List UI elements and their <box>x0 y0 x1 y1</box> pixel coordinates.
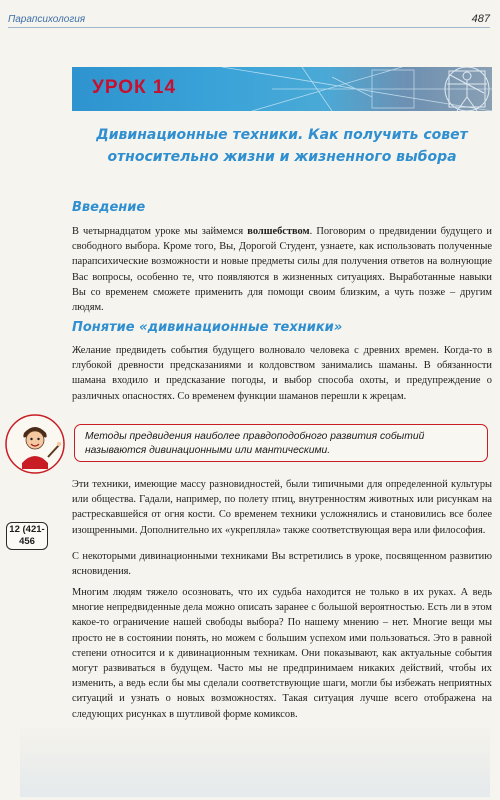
intro-text-start: В четырнадцатом уроке мы займемся <box>72 226 248 237</box>
intro-heading: Введение <box>72 200 146 215</box>
intro-paragraph <box>72 224 492 315</box>
lesson-banner <box>72 67 492 111</box>
running-head-title: Парапсихология <box>8 14 86 25</box>
bleed-through-area <box>20 727 490 797</box>
lesson-title-line-1: Дивинационные техники. Как получить совет <box>96 127 468 143</box>
met-paragraph: С некоторыми дивинационными техниками Вы встретились в уроке, посвященном развитию ясновидения. <box>72 551 492 578</box>
intro-bold-term: волшебством <box>247 226 310 237</box>
definition-callout: Методы предвидения наиболее правдоподобного развития событий называются дивинационными или мантическими. <box>74 424 488 462</box>
concept-paragraph: Желание предвидеть события будущего волновало человека с древних времен. Когда-то в глубокой древности предсказаниями и колдовством занимались шаманы. В обязанности шамана входило и предсказание погоды, и выбор способа охоты, и предупреждение о различных опасностях. Со временем функции шаманов перешли к жрецам. <box>72 345 492 402</box>
fate-paragraph: Многим людям тяжело осозновать, что их судьба находится не только в их руках. А ведь многие непредвиденные дела можно описать заранее с большой вероятностью. Есть ли в этом какое-то ограничение нашей свободы выбора? По нашему мнению – нет. Многие вещи мы просто не в состоянии понять, но можем с большим успехом ими пользоваться. Это в равной степени относится и к дивинационным техникам. Они показывают, как актуальные события могут развиваться в будущем. Часто мы не предпринимаем никаких действий, чтобы их изменить, а ведь если бы мы сделали соответствующие шаги, могли бы избежать неприятных ситуаций и узнать о новых возможностях. Такая ситуация лучше всего отображена на следующих рисунках в шутливой форме комиксов. <box>72 587 492 720</box>
intro-text-end: . Поговорим о предвидении будущего и свободного выбора. Кроме того, Вы, Дорогой Студент, узнаете, как использовать полученные парапсихические возможности и новые предметы силы для получения ответов на волнующие Вас вопросы, особенно те, что появляются в жизненных ситуациях. Выработанные навыки Вы со временем сможете применить для помощи своим близким, а чуть позже – другим людям. <box>72 226 492 314</box>
lesson-title <box>72 124 492 168</box>
lesson-reference-badge: 12 (421-456 <box>6 522 48 550</box>
lesson-number: УРОК 14 <box>92 77 177 98</box>
page-number: 487 <box>471 13 490 25</box>
concept-heading: Понятие «дивинационные техники» <box>72 320 343 335</box>
lesson-title-line-2: относительно жизни и жизненного выбора <box>107 149 457 165</box>
running-head <box>8 14 490 28</box>
techniques-paragraph: Эти техники, имеющие массу разновидностей, были типичными для определенной культуры или общества. Гадали, например, по полету птиц, внутренностям животных или рисункам на растрескавшейся от огня кости. Со временем техники усложнялись и становились все более изощренными. Дополнительно их «укрепляла» также соответствующая вера или философия. <box>72 479 492 536</box>
teacher-cartoon-icon <box>4 413 66 475</box>
